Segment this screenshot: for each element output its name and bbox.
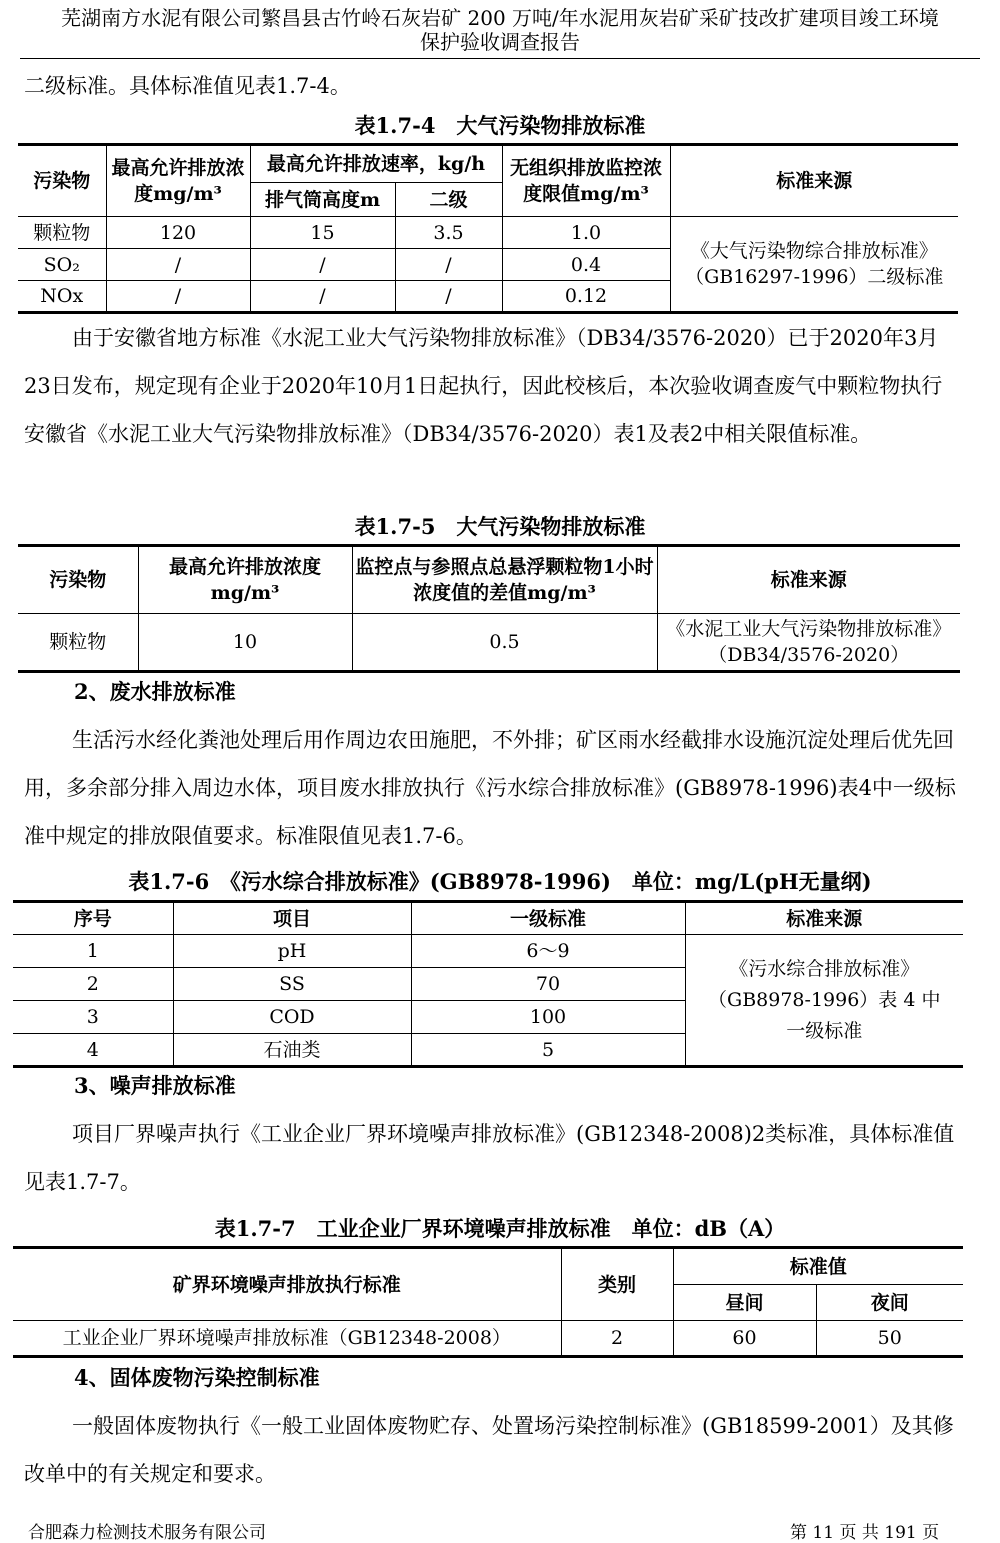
table-1-7-5 (18, 544, 960, 673)
cell: 6～9 (411, 935, 685, 968)
standard-source-cell: 《大气污染物综合排放标准》（GB16297-1996）二级标准 (685, 240, 944, 288)
table-1-7-4-caption: 表1.7-4 大气污染物排放标准 (354, 113, 646, 138)
cell: / (106, 249, 250, 281)
cell: 1 (13, 935, 173, 968)
cell: 60 (673, 1321, 816, 1357)
cell: 0.12 (502, 281, 670, 313)
table-1-7-7 (13, 1246, 963, 1358)
solid-waste-paragraph: 一般固体废物执行《一般工业固体废物贮存、处置场污染控制标准》(GB18599-2001）及其修改单中的有关规定和要求。 (24, 1414, 954, 1486)
cell: 3 (13, 1001, 173, 1034)
header-max-concentration: 最高允许排放浓度mg/m³ (106, 145, 250, 217)
standard-source-cell: 《污水综合排放标准》（GB8978-1996）表 4 中一级标准 (708, 957, 941, 1042)
table-1-7-6 (13, 900, 963, 1068)
table-1-7-7-caption: 表1.7-7 工业企业厂界环境噪声排放标准 单位：dB（A） (214, 1216, 786, 1241)
header-divider (20, 58, 980, 59)
header-standard-value: 标准值 (673, 1248, 963, 1285)
header-daytime: 昼间 (673, 1285, 816, 1321)
section-4-title: 4、固体废物污染控制标准 (74, 1365, 320, 1390)
cell: 4 (13, 1034, 173, 1067)
cell: / (395, 249, 502, 281)
cell: 工业企业厂界环境噪声排放标准（GB12348-2008） (13, 1321, 561, 1357)
section-3-title: 3、噪声排放标准 (74, 1073, 236, 1098)
header-serial-no: 序号 (13, 902, 173, 935)
cell: / (395, 281, 502, 313)
cell: 10 (138, 614, 352, 672)
cell: COD (173, 1001, 411, 1034)
cell: 0.5 (352, 614, 657, 672)
cell: / (250, 249, 395, 281)
header-grade-two: 二级 (395, 183, 502, 217)
header-standard-source: 标准来源 (685, 902, 963, 935)
wastewater-paragraph: 生活污水经化粪池处理后用作周边农田施肥，不外排；矿区雨水经截排水设施沉淀处理后优先回用，多余部分排入周边水体，项目废水排放执行《污水综合排放标准》(GB8978-1996)表4中一级标准中规定的排放限值要求。标准限值见表1.7-6。 (24, 728, 956, 848)
header-class: 类别 (561, 1248, 673, 1321)
cell: NOx (18, 281, 106, 313)
footer-company: 合肥森力检测技术服务有限公司 (28, 1523, 266, 1543)
header-line-1: 芜湖南方水泥有限公司繁昌县古竹岭石灰岩矿 200 万吨/年水泥用灰岩矿采矿技改扩建项目竣工环境 (61, 6, 939, 30)
table-row (13, 935, 963, 968)
cell: 5 (411, 1034, 685, 1067)
header-max-rate: 最高允许排放速率，kg/h (250, 145, 502, 183)
cell: SO₂ (18, 249, 106, 281)
cell: 120 (106, 217, 250, 249)
header-stack-height: 排气筒高度m (250, 183, 395, 217)
noise-paragraph: 项目厂界噪声执行《工业企业厂界环境噪声排放标准》(GB12348-2008)2类标准，具体标准值见表1.7-7。 (24, 1122, 955, 1194)
table-row (13, 1321, 963, 1357)
cell: 石油类 (173, 1034, 411, 1067)
cell: 70 (411, 968, 685, 1001)
cell: 2 (13, 968, 173, 1001)
cell: / (106, 281, 250, 313)
header-level-one: 一级标准 (411, 902, 685, 935)
footer-page-number: 第 11 页 共 191 页 (790, 1523, 940, 1543)
intro-paragraph: 二级标准。具体标准值见表1.7-4。 (24, 74, 351, 98)
header-tsp-difference: 监控点与参照点总悬浮颗粒物1小时浓度值的差值mg/m³ (352, 546, 657, 614)
table-row (18, 217, 958, 249)
table-1-7-6-caption: 表1.7-6 《污水综合排放标准》(GB8978-1996) 单位：mg/L(pH无量纲) (128, 869, 872, 894)
header-line-2: 保护验收调查报告 (420, 30, 580, 54)
table-1-7-4 (18, 143, 958, 314)
header-noise-standard: 矿界环境噪声排放执行标准 (13, 1248, 561, 1321)
cell: 15 (250, 217, 395, 249)
header-standard-source: 标准来源 (670, 145, 958, 217)
cell: pH (173, 935, 411, 968)
cell: / (250, 281, 395, 313)
anhui-standard-paragraph: 由于安徽省地方标准《水泥工业大气污染物排放标准》（DB34/3576-2020）已于2020年3月23日发布，规定现有企业于2020年10月1日起执行，因此校核后，本次验收调查废气中颗粒物执行安徽省《水泥工业大气污染物排放标准》（DB34/3576-2020）表1及表2中相关限值标准。 (24, 326, 943, 446)
cell: 颗粒物 (18, 614, 138, 672)
cell: 50 (877, 1327, 902, 1349)
cell: 0.4 (502, 249, 670, 281)
header-item: 项目 (173, 902, 411, 935)
header-nighttime: 夜间 (816, 1285, 963, 1321)
report-header (20, 6, 980, 54)
header-max-concentration: 最高允许排放浓度mg/m³ (138, 546, 352, 614)
cell: SS (173, 968, 411, 1001)
cell: 颗粒物 (18, 217, 106, 249)
table-1-7-5-caption: 表1.7-5 大气污染物排放标准 (354, 514, 646, 539)
header-pollutant: 污染物 (18, 546, 138, 614)
cell: 100 (411, 1001, 685, 1034)
table-row (18, 614, 960, 672)
header-unorganized-limit: 无组织排放监控浓度限值mg/m³ (502, 145, 670, 217)
cell: 2 (561, 1321, 673, 1357)
standard-source-cell: 《水泥工业大气污染物排放标准》（DB34/3576-2020） (666, 618, 952, 666)
section-2-title: 2、废水排放标准 (74, 679, 236, 704)
header-standard-source: 标准来源 (657, 546, 960, 614)
header-pollutant: 污染物 (18, 145, 106, 217)
cell: 1.0 (502, 217, 670, 249)
cell: 3.5 (395, 217, 502, 249)
